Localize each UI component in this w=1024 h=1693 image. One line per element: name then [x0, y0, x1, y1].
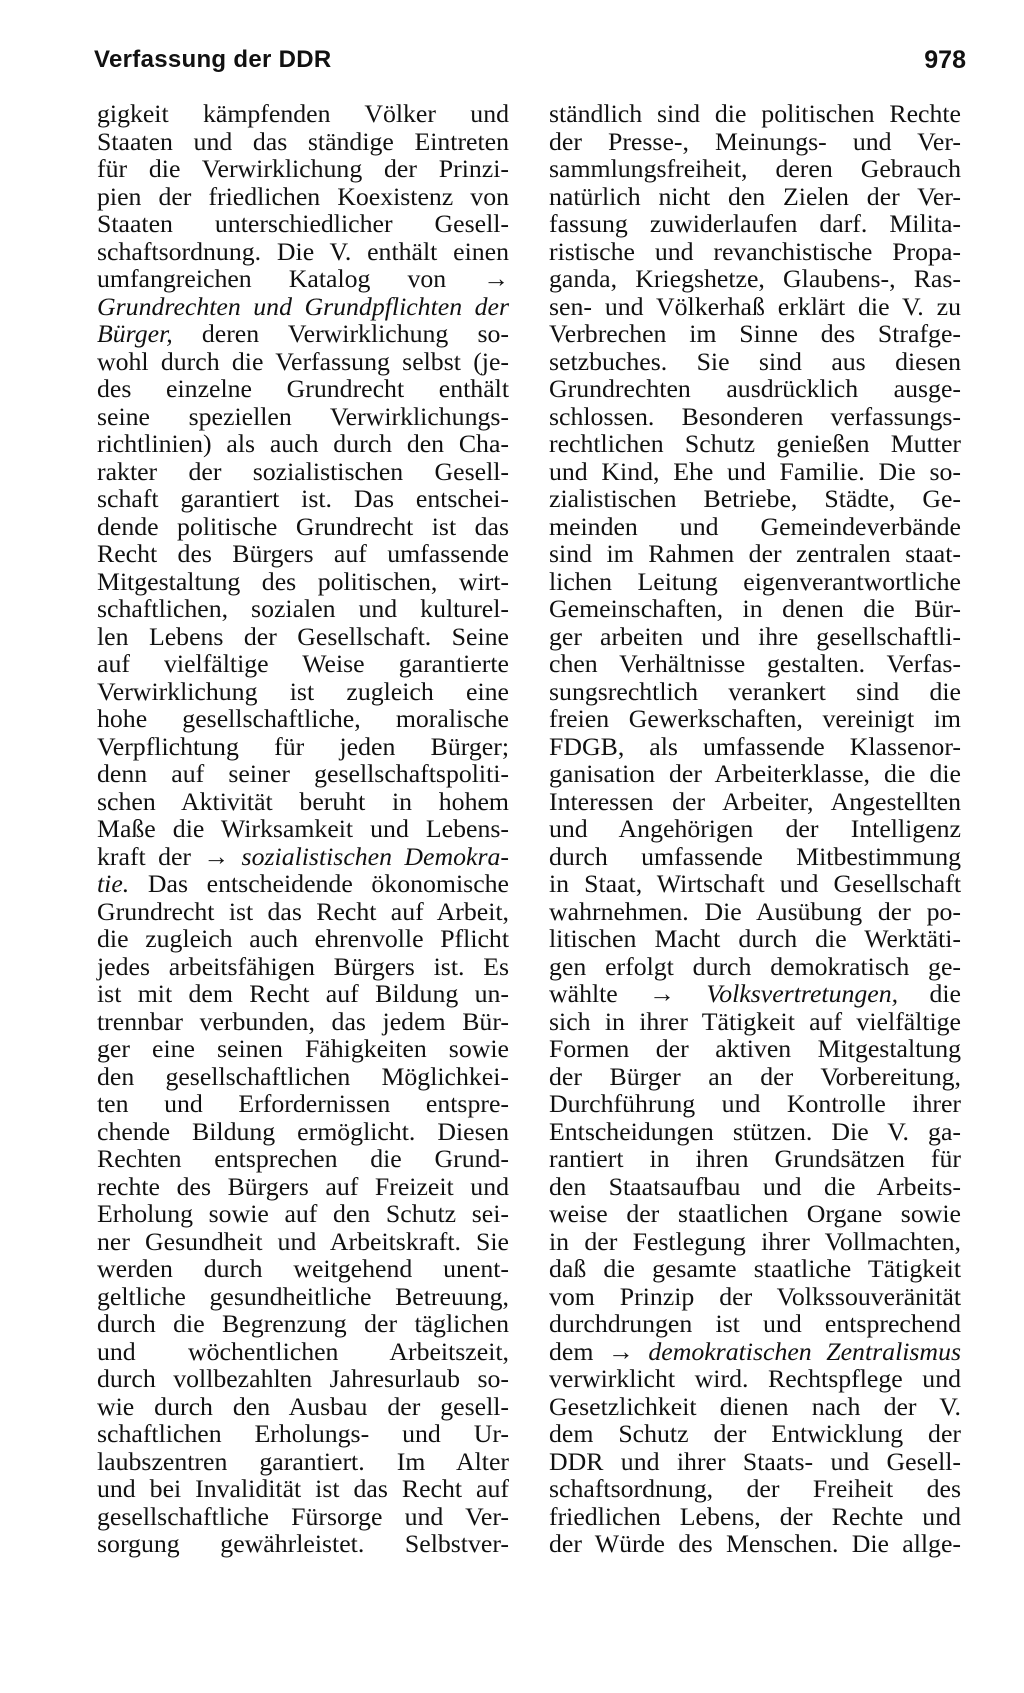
text-segment: gesellschaftliche Fürsorge und Ver- — [97, 1501, 509, 1531]
text-line — [549, 540, 961, 568]
text-segment: und Kind, Ehe und Familie. Die so- — [549, 456, 961, 486]
text-segment: kraft der → — [97, 841, 242, 871]
text-line — [549, 320, 961, 348]
text-segment: sungsrechtlich verankert sind die — [549, 676, 961, 706]
text-line — [549, 1530, 961, 1558]
text-segment: der Bürger an der Vorbereitung, — [549, 1061, 961, 1091]
text-line — [97, 568, 509, 596]
text-line — [549, 238, 961, 266]
text-segment: die zugleich auch ehrenvolle Pflicht — [97, 924, 509, 953]
text-line — [549, 1338, 961, 1366]
text-segment: lichen Leitung eigenverantwortliche — [549, 566, 961, 596]
text-segment: sich in ihrer Tätigkeit auf vielfältige — [549, 1006, 961, 1036]
text-segment: dende politische Grundrecht ist das — [97, 511, 509, 541]
text-segment: und Angehörigen der Intelligenz — [549, 814, 961, 843]
text-line — [97, 485, 509, 513]
text-line — [549, 513, 961, 541]
text-line — [549, 705, 961, 733]
text-segment: sorgung gewährleistet. Selbstver- — [97, 1529, 509, 1558]
text-line — [97, 128, 509, 156]
text-line — [549, 1503, 961, 1531]
text-segment: Formen der aktiven Mitgestaltung — [549, 1034, 961, 1063]
text-segment: dem → — [549, 1336, 649, 1366]
text-line — [549, 1420, 961, 1448]
text-line — [549, 1310, 961, 1338]
italic-reference: Volksvertretungen, — [706, 979, 899, 1008]
text-segment: wohl durch die Verfassung selbst (je- — [97, 346, 509, 376]
text-segment: schaftlichen, sozialen und kulturel- — [97, 594, 509, 623]
text-line — [97, 953, 509, 981]
text-line — [549, 1035, 961, 1063]
text-line — [549, 1228, 961, 1256]
text-line — [97, 843, 509, 871]
text-line — [97, 733, 509, 761]
text-segment: Gesetzlichkeit dienen nach der V. — [549, 1391, 961, 1421]
text-segment: auf vielfältige Weise garantierte — [97, 649, 509, 678]
text-segment: und wöchentlichen Arbeitszeit, — [97, 1336, 509, 1366]
text-segment: richtlinien) als auch durch den Cha- — [97, 429, 509, 458]
text-segment: sen- und Völkerhaß erklärt die V. zu — [549, 291, 961, 321]
text-segment: der Presse-, Meinungs- und Ver- — [549, 126, 961, 156]
text-segment: werden durch weitgehend unent- — [97, 1254, 509, 1283]
text-line — [97, 100, 509, 128]
italic-reference: sozialistischen Demokra- — [241, 841, 509, 871]
text-segment: FDGB, als umfassende Klassenor- — [549, 731, 961, 761]
text-line — [97, 623, 509, 651]
text-segment: ganisation der Arbeiterklasse, die die — [549, 759, 961, 788]
text-column-left — [97, 100, 509, 1558]
text-line — [97, 403, 509, 431]
text-segment: sammlungsfreiheit, deren Gebrauch — [549, 154, 961, 183]
text-segment: die — [898, 979, 961, 1008]
text-line — [97, 898, 509, 926]
text-segment: Rechten entsprechen die Grund- — [97, 1144, 509, 1173]
text-segment: des einzelne Grundrecht enthält — [97, 374, 509, 403]
text-line — [549, 1393, 961, 1421]
text-segment: wählte → — [549, 979, 707, 1008]
text-segment: chende Bildung ermöglicht. Diesen — [97, 1116, 509, 1146]
text-segment: len Lebens der Gesellschaft. Seine — [97, 621, 509, 651]
text-segment: denn auf seiner gesellschaftspoliti- — [97, 759, 509, 788]
text-line — [549, 100, 961, 128]
text-line — [549, 1200, 961, 1228]
text-line — [549, 210, 961, 238]
text-segment: freien Gewerkschaften, vereinigt im — [549, 704, 961, 733]
text-line — [549, 183, 961, 211]
text-segment: Staaten unterschiedlicher Gesell- — [97, 209, 509, 238]
text-segment: in der Festlegung ihrer Vollmachten, — [549, 1226, 961, 1256]
text-line — [549, 568, 961, 596]
text-segment: natürlich nicht den Zielen der Ver- — [549, 181, 961, 211]
text-segment: Entscheidungen stützen. Die V. ga- — [549, 1116, 961, 1146]
text-line — [549, 375, 961, 403]
text-segment: durch die Begrenzung der täglichen — [97, 1309, 509, 1338]
text-line — [549, 925, 961, 953]
text-line — [97, 678, 509, 706]
italic-reference: Bürger, — [97, 319, 173, 348]
text-line — [97, 1530, 509, 1558]
text-segment: jedes arbeitsfähigen Bürgers ist. Es — [97, 951, 509, 981]
text-line — [549, 128, 961, 156]
text-line — [549, 733, 961, 761]
text-segment: ner Gesundheit und Arbeitskraft. Sie — [97, 1226, 509, 1256]
page-header — [94, 46, 966, 86]
text-segment: Gemeinschaften, in denen die Bür- — [549, 594, 961, 623]
text-line — [97, 1310, 509, 1338]
text-segment: ist mit dem Recht auf Bildung un- — [97, 979, 509, 1008]
text-segment: gen erfolgt durch demokratisch ge- — [549, 951, 961, 981]
text-line — [97, 815, 509, 843]
text-line — [97, 348, 509, 376]
text-line — [97, 430, 509, 458]
text-segment: chen Verhältnisse gestalten. Verfas- — [549, 649, 961, 678]
text-segment: Staaten und das ständige Eintreten — [97, 126, 509, 156]
text-line — [97, 1420, 509, 1448]
text-line — [549, 870, 961, 898]
text-line — [549, 650, 961, 678]
text-line — [97, 760, 509, 788]
text-segment: hohe gesellschaftliche, moralische — [97, 704, 509, 733]
text-segment: friedlichen Lebens, der Rechte und — [549, 1501, 961, 1531]
text-segment: seine speziellen Verwirklichungs- — [97, 401, 509, 431]
text-line — [549, 980, 961, 1008]
text-segment: schaftsordnung, der Freiheit des — [549, 1474, 961, 1503]
text-line — [97, 1503, 509, 1531]
text-segment: durch umfassende Mitbestimmung — [549, 841, 961, 871]
text-segment: Verpflichtung für jeden Bürger; — [97, 731, 509, 761]
text-segment: pien der friedlichen Koexistenz von — [97, 181, 509, 211]
text-line — [97, 1145, 509, 1173]
text-line — [97, 1063, 509, 1091]
text-segment: Durchführung und Kontrolle ihrer — [549, 1089, 961, 1118]
text-line — [97, 1283, 509, 1311]
text-segment: Mitgestaltung des politischen, wirt- — [97, 566, 509, 596]
text-line — [97, 705, 509, 733]
text-line — [549, 293, 961, 321]
text-segment: ständlich sind die politischen Rechte — [549, 99, 961, 128]
text-line — [549, 265, 961, 293]
text-line — [97, 1228, 509, 1256]
text-segment: rechtlichen Schutz genießen Mutter — [549, 429, 961, 458]
text-line — [549, 1475, 961, 1503]
text-segment: rakter der sozialistischen Gesell- — [97, 456, 509, 486]
italic-reference: Grundrechten und Grundpflichten der — [97, 291, 509, 321]
text-segment: wahrnehmen. Die Ausübung der po- — [549, 896, 961, 926]
text-line — [97, 155, 509, 183]
text-line — [97, 1173, 509, 1201]
text-line — [549, 788, 961, 816]
text-line — [97, 980, 509, 1008]
italic-reference: tie. — [97, 869, 130, 898]
text-segment: ganda, Kriegshetze, Glaubens-, Ras- — [549, 264, 961, 293]
text-line — [97, 788, 509, 816]
text-line — [549, 1090, 961, 1118]
text-line — [97, 1393, 509, 1421]
text-segment: daß die gesamte staatliche Tätigkeit — [549, 1254, 961, 1283]
text-line — [97, 1255, 509, 1283]
text-line — [97, 265, 509, 293]
text-line — [97, 1200, 509, 1228]
text-segment: dem Schutz der Entwicklung der — [549, 1419, 961, 1448]
text-segment: ristische und revanchistische Propa- — [549, 236, 961, 266]
text-segment: DDR und ihrer Staats- und Gesell- — [549, 1446, 961, 1476]
text-segment: fassung zuwiderlaufen darf. Milita- — [549, 209, 961, 238]
text-line — [97, 1475, 509, 1503]
text-segment: schaftlichen Erholungs- und Ur- — [97, 1419, 509, 1448]
text-segment: Grundrechten ausdrücklich ausge- — [549, 374, 961, 403]
text-segment: umfangreichen Katalog von → — [97, 264, 509, 293]
text-line — [97, 293, 509, 321]
text-line — [549, 430, 961, 458]
text-segment: ten und Erfordernissen entspre- — [97, 1089, 509, 1118]
text-line — [549, 760, 961, 788]
text-line — [97, 1118, 509, 1146]
text-segment: trennbar verbunden, das jedem Bür- — [97, 1006, 509, 1036]
text-line — [97, 870, 509, 898]
text-line — [549, 1008, 961, 1036]
text-segment: Verbrechen im Sinne des Strafge- — [549, 319, 961, 348]
text-line — [97, 1090, 509, 1118]
text-line — [549, 1365, 961, 1393]
text-segment: gigkeit kämpfenden Völker und — [97, 99, 509, 128]
text-line — [97, 1365, 509, 1393]
text-segment: Verwirklichung ist zugleich eine — [97, 676, 509, 706]
text-line — [549, 403, 961, 431]
text-segment: weise der staatlichen Organe sowie — [549, 1199, 961, 1228]
text-line — [549, 1118, 961, 1146]
text-segment: in Staat, Wirtschaft und Gesellschaft — [549, 869, 961, 898]
text-column-right — [549, 100, 961, 1558]
text-segment: und bei Invalidität ist das Recht auf — [97, 1474, 509, 1503]
running-title: Verfassung der DDR — [94, 46, 332, 73]
text-line — [97, 375, 509, 403]
text-segment: setzbuches. Sie sind aus diesen — [549, 346, 961, 376]
text-segment: schaftsordnung. Die V. enthält einen — [97, 236, 509, 266]
text-line — [549, 1063, 961, 1091]
text-line — [549, 155, 961, 183]
text-line — [549, 1283, 961, 1311]
text-segment: litischen Macht durch die Werktäti- — [549, 924, 961, 953]
text-line — [97, 183, 509, 211]
text-line — [549, 458, 961, 486]
text-segment: schlossen. Besonderen verfassungs- — [549, 401, 961, 431]
text-segment: durch vollbezahlten Jahresurlaub so- — [97, 1364, 509, 1393]
text-line — [549, 1448, 961, 1476]
text-line — [97, 458, 509, 486]
text-segment: für die Verwirklichung der Prinzi- — [97, 154, 509, 183]
text-line — [97, 540, 509, 568]
text-segment: Grundrecht ist das Recht auf Arbeit, — [97, 896, 509, 926]
text-line — [97, 513, 509, 541]
text-segment: durchdrungen ist und entsprechend — [549, 1309, 961, 1338]
text-segment: laubszentren garantiert. Im Alter — [97, 1446, 509, 1476]
text-segment: schaft garantiert ist. Das entschei- — [97, 484, 509, 513]
text-line — [97, 650, 509, 678]
text-segment: ger arbeiten und ihre gesellschaftli- — [549, 621, 961, 651]
text-segment: verwirklicht wird. Rechtspflege und — [549, 1364, 961, 1393]
text-line — [549, 1255, 961, 1283]
text-segment: sind im Rahmen der zentralen staat- — [549, 539, 961, 568]
text-segment: den Staatsaufbau und die Arbeits- — [549, 1171, 961, 1201]
italic-reference: demokratischen Zentralismus — [648, 1336, 962, 1366]
text-segment: Maße die Wirksamkeit und Lebens- — [97, 814, 509, 843]
text-segment: der Würde des Menschen. Die allge- — [549, 1529, 961, 1558]
text-segment: Interessen der Arbeiter, Angestellten — [549, 786, 961, 816]
text-line — [97, 238, 509, 266]
text-segment: wie durch den Ausbau der gesell- — [97, 1391, 509, 1421]
text-line — [549, 1173, 961, 1201]
text-line — [549, 1145, 961, 1173]
text-line — [549, 843, 961, 871]
text-line — [97, 210, 509, 238]
page-number: 978 — [924, 46, 966, 74]
text-line — [549, 953, 961, 981]
text-segment: rantiert in ihren Grundsätzen für — [549, 1144, 961, 1173]
text-segment: den gesellschaftlichen Möglichkei- — [97, 1061, 509, 1091]
text-line — [97, 320, 509, 348]
text-line — [97, 925, 509, 953]
text-segment: meinden und Gemeindeverbände — [549, 511, 961, 541]
text-segment: schen Aktivität beruht in hohem — [97, 786, 509, 816]
text-line — [549, 815, 961, 843]
text-line — [97, 1035, 509, 1063]
text-segment: zialistischen Betriebe, Städte, Ge- — [549, 484, 961, 513]
text-line — [549, 485, 961, 513]
text-segment: Erholung sowie auf den Schutz sei- — [97, 1199, 509, 1228]
text-segment: rechte des Bürgers auf Freizeit und — [97, 1171, 509, 1201]
text-line — [549, 623, 961, 651]
text-segment: Das entscheidende ökonomische — [129, 869, 509, 898]
text-segment: ger eine seinen Fähigkeiten sowie — [97, 1034, 509, 1063]
text-line — [549, 678, 961, 706]
text-segment: geltliche gesundheitliche Betreuung, — [97, 1281, 509, 1311]
text-segment: Recht des Bürgers auf umfassende — [97, 539, 509, 568]
text-line — [549, 595, 961, 623]
text-line — [549, 898, 961, 926]
text-segment: vom Prinzip der Volkssouveränität — [549, 1281, 961, 1311]
text-segment: deren Verwirklichung so- — [172, 319, 509, 348]
text-line — [97, 1008, 509, 1036]
text-line — [97, 595, 509, 623]
text-line — [97, 1338, 509, 1366]
text-line — [97, 1448, 509, 1476]
text-line — [549, 348, 961, 376]
